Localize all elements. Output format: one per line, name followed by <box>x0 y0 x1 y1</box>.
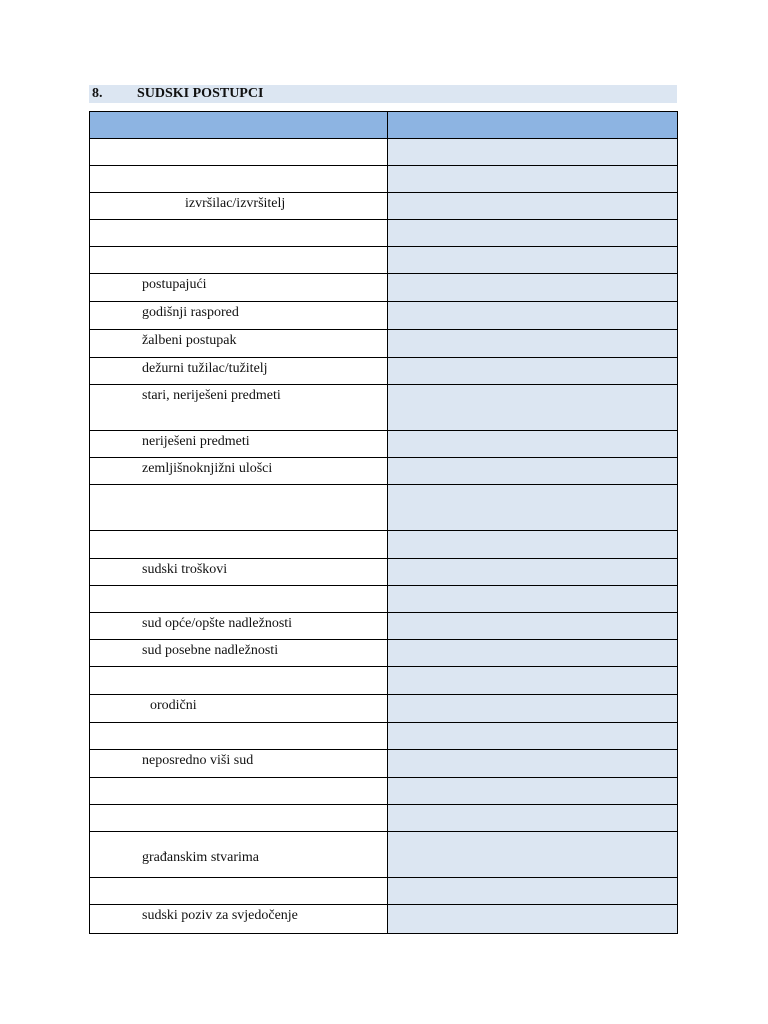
table-header-row <box>90 112 678 139</box>
term-cell <box>90 778 388 805</box>
term-cell <box>90 485 388 531</box>
table-row <box>90 640 678 667</box>
table-row <box>90 302 678 330</box>
term-cell <box>90 330 388 358</box>
term-text: izvršilac/izvršitelj <box>185 196 286 211</box>
term-cell <box>90 878 388 905</box>
table-row <box>90 778 678 805</box>
term-cell <box>90 832 388 878</box>
term-cell <box>90 667 388 695</box>
term-text: žalbeni postupak <box>142 333 237 348</box>
table-row <box>90 832 678 878</box>
table-row <box>90 485 678 531</box>
table-row <box>90 613 678 640</box>
term-cell <box>90 431 388 458</box>
term-text: stari, neriješeni predmeti <box>142 388 281 403</box>
term-text: sud opće/opšte nadležnosti <box>142 616 293 631</box>
translation-cell <box>388 485 678 531</box>
translation-cell <box>388 805 678 832</box>
term-cell <box>90 358 388 385</box>
term-cell <box>90 750 388 778</box>
term-text: sudski troškovi <box>142 562 228 577</box>
term-cell <box>90 586 388 613</box>
table-row <box>90 750 678 778</box>
translation-cell <box>388 458 678 485</box>
translation-cell <box>388 586 678 613</box>
table-row <box>90 559 678 586</box>
translation-cell <box>388 667 678 695</box>
term-cell <box>90 220 388 247</box>
section-heading <box>89 85 677 103</box>
term-text: sudski poziv za svjedočenje <box>142 908 298 923</box>
table-row <box>90 458 678 485</box>
translation-cell <box>388 274 678 302</box>
term-cell <box>90 385 388 431</box>
term-cell <box>90 905 388 934</box>
term-cell <box>90 166 388 193</box>
translation-cell <box>388 559 678 586</box>
translation-cell <box>388 302 678 330</box>
translation-cell <box>388 193 678 220</box>
term-cell <box>90 559 388 586</box>
term-cell <box>90 247 388 274</box>
term-cell <box>90 274 388 302</box>
term-cell <box>90 695 388 723</box>
table-row <box>90 247 678 274</box>
term-cell <box>90 531 388 559</box>
translation-cell <box>388 723 678 750</box>
table-row <box>90 905 678 934</box>
translation-cell <box>388 330 678 358</box>
translation-cell <box>388 531 678 559</box>
term-text: dežurni tužilac/tužitelj <box>142 361 268 376</box>
section-title: SUDSKI POSTUPCI <box>137 86 264 101</box>
table-row <box>90 531 678 559</box>
table-row <box>90 139 678 166</box>
translation-cell <box>388 778 678 805</box>
translation-cell <box>388 613 678 640</box>
translation-cell <box>388 247 678 274</box>
table-row <box>90 667 678 695</box>
table-row <box>90 723 678 750</box>
translation-cell <box>388 385 678 431</box>
term-cell <box>90 139 388 166</box>
table-row <box>90 193 678 220</box>
term-cell <box>90 193 388 220</box>
table-row <box>90 330 678 358</box>
term-text: zemljišnoknjižni ulošci <box>142 461 273 476</box>
table-row <box>90 385 678 431</box>
term-text: postupajući <box>142 277 207 292</box>
header-cell-left <box>90 112 388 139</box>
term-text: godišnji raspored <box>142 305 239 320</box>
translation-cell <box>388 878 678 905</box>
translation-cell <box>388 640 678 667</box>
table-row <box>90 695 678 723</box>
term-text: građanskim stvarima <box>142 850 260 865</box>
translation-cell <box>388 431 678 458</box>
table-row <box>90 805 678 832</box>
header-cell-right <box>388 112 678 139</box>
table-row <box>90 358 678 385</box>
translation-cell <box>388 695 678 723</box>
table-row <box>90 586 678 613</box>
term-cell <box>90 302 388 330</box>
translation-cell <box>388 220 678 247</box>
translation-cell <box>388 166 678 193</box>
term-text: neriješeni predmeti <box>142 434 250 449</box>
table-row <box>90 878 678 905</box>
term-cell <box>90 805 388 832</box>
term-text: sud posebne nadležnosti <box>142 643 279 658</box>
term-cell <box>90 723 388 750</box>
section-number: 8. <box>92 86 103 101</box>
term-text: neposredno viši sud <box>142 753 254 768</box>
term-text: orodični <box>150 698 197 713</box>
term-cell <box>90 613 388 640</box>
translation-cell <box>388 905 678 934</box>
translation-cell <box>388 750 678 778</box>
table-row <box>90 166 678 193</box>
table-row <box>90 220 678 247</box>
term-cell <box>90 458 388 485</box>
translation-cell <box>388 832 678 878</box>
translation-cell <box>388 358 678 385</box>
terms-table <box>89 111 678 934</box>
table-row <box>90 431 678 458</box>
translation-cell <box>388 139 678 166</box>
term-cell <box>90 640 388 667</box>
table-row <box>90 274 678 302</box>
